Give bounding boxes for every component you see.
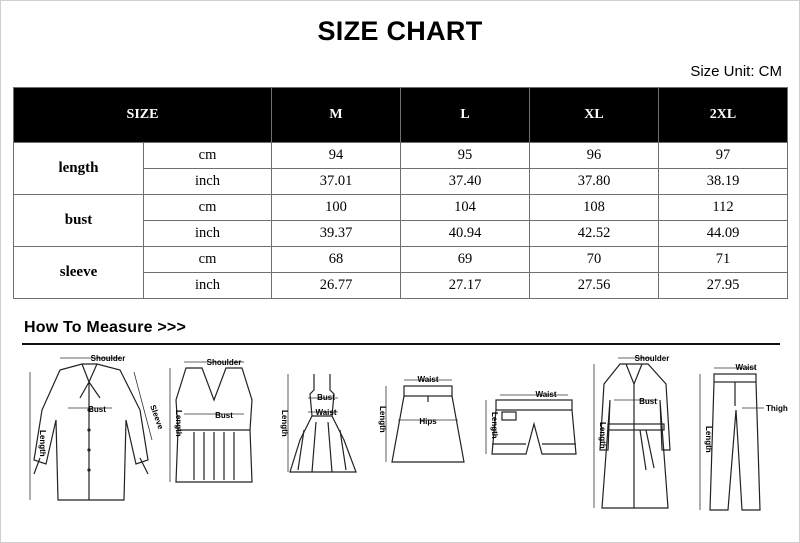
coat-length-label: Length <box>598 422 607 449</box>
pants-waist-label: Waist <box>735 363 757 372</box>
table-cell: 37.01 <box>272 169 401 195</box>
table-row <box>14 143 788 169</box>
vest-bust-label: Bust <box>215 411 233 420</box>
skirt-waist-label: Waist <box>417 375 439 384</box>
table-cell: 40.94 <box>401 221 530 247</box>
shorts-length-label: Length <box>490 412 499 439</box>
size-unit-label: Size Unit: CM <box>690 63 782 80</box>
unit-cell: cm <box>144 195 272 221</box>
shorts-waist-label: Waist <box>535 390 557 399</box>
row-label-length: length <box>14 143 144 195</box>
blouse-sleeve-label: Sleeve <box>148 403 166 431</box>
dress-figure <box>278 350 368 530</box>
pants-figure <box>692 350 792 530</box>
blouse-shoulder-label: Shoulder <box>90 354 126 363</box>
vest-length-label: Length <box>174 410 183 437</box>
dress-length-label: Length <box>280 410 289 437</box>
table-row <box>14 195 788 221</box>
table-cell: 42.52 <box>530 221 659 247</box>
blouse-figure <box>22 350 166 530</box>
table-cell: 38.19 <box>659 169 788 195</box>
table-cell: 108 <box>530 195 659 221</box>
blouse-bust-label: Bust <box>88 405 106 414</box>
header-2xl: 2XL <box>659 88 788 143</box>
coat-bust-label: Bust <box>639 397 657 406</box>
table-cell: 100 <box>272 195 401 221</box>
dress-waist-label: Waist <box>315 408 337 417</box>
vest-shoulder-label: Shoulder <box>206 358 242 367</box>
vest-figure <box>164 350 264 530</box>
table-header-row <box>14 88 788 143</box>
table-cell: 27.56 <box>530 273 659 299</box>
table-cell: 69 <box>401 247 530 273</box>
table-cell: 112 <box>659 195 788 221</box>
size-table <box>13 87 788 299</box>
table-cell: 39.37 <box>272 221 401 247</box>
table-row <box>14 247 788 273</box>
skirt-hips-label: Hips <box>419 417 437 426</box>
unit-cell: inch <box>144 221 272 247</box>
row-label-bust: bust <box>14 195 144 247</box>
pants-length-label: Length <box>704 426 713 453</box>
table-cell: 71 <box>659 247 788 273</box>
header-l: L <box>401 88 530 143</box>
table-cell: 27.17 <box>401 273 530 299</box>
table-cell: 94 <box>272 143 401 169</box>
dress-bust-label: Bust <box>317 393 335 402</box>
unit-cell: inch <box>144 169 272 195</box>
table-cell: 96 <box>530 143 659 169</box>
row-label-sleeve: sleeve <box>14 247 144 299</box>
unit-cell: cm <box>144 143 272 169</box>
table-cell: 37.80 <box>530 169 659 195</box>
measure-figures <box>16 350 791 530</box>
blouse-length-label: Length <box>38 430 47 457</box>
pants-thigh-label: Thigh <box>766 404 788 413</box>
unit-cell: cm <box>144 247 272 273</box>
how-to-measure-heading: How To Measure >>> <box>24 319 187 336</box>
skirt-figure <box>376 350 476 530</box>
table-cell: 95 <box>401 143 530 169</box>
header-xl: XL <box>530 88 659 143</box>
table-cell: 97 <box>659 143 788 169</box>
page-title: SIZE CHART <box>317 16 483 46</box>
how-to-measure-divider <box>22 343 780 345</box>
header-size: SIZE <box>14 88 272 143</box>
coat-figure <box>586 350 686 530</box>
header-m: M <box>272 88 401 143</box>
coat-shoulder-label: Shoulder <box>634 354 670 363</box>
table-cell: 44.09 <box>659 221 788 247</box>
skirt-length-label: Length <box>378 406 387 433</box>
table-cell: 27.95 <box>659 273 788 299</box>
table-cell: 37.40 <box>401 169 530 195</box>
unit-cell: inch <box>144 273 272 299</box>
table-cell: 26.77 <box>272 273 401 299</box>
table-cell: 68 <box>272 247 401 273</box>
table-cell: 70 <box>530 247 659 273</box>
table-cell: 104 <box>401 195 530 221</box>
shorts-figure <box>482 350 582 530</box>
